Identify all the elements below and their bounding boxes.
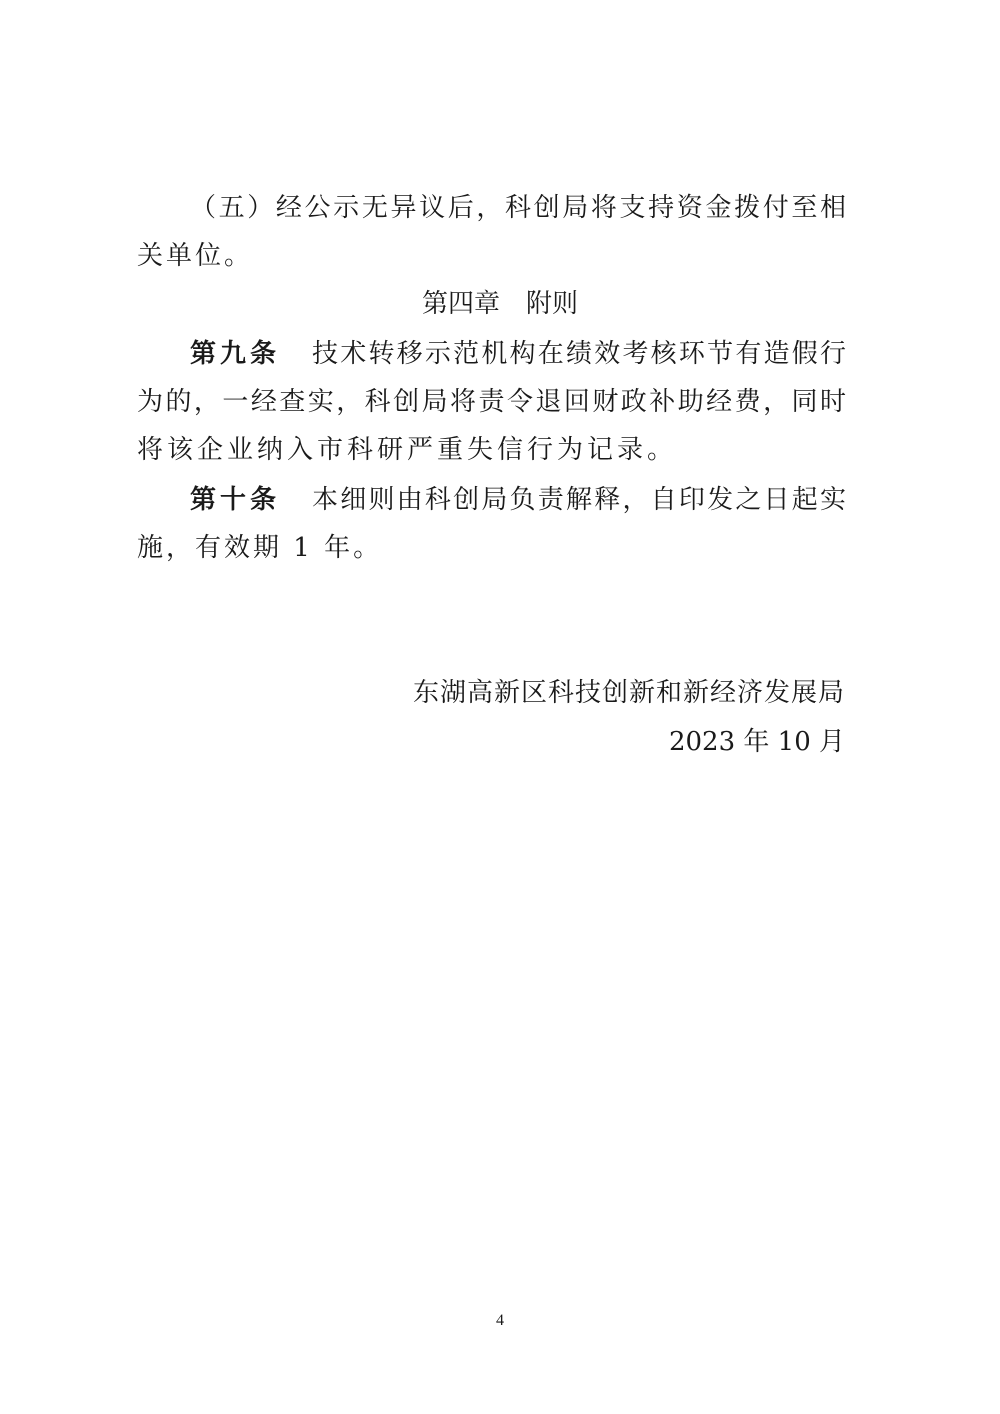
article-9-line-3: 将该企业纳入市科研严重失信行为记录。 <box>137 435 678 465</box>
article-10-line-1 <box>190 482 846 518</box>
issue-date: 2023 年 10 月 <box>668 727 845 757</box>
paragraph-5-line-2: 关单位。 <box>137 241 254 271</box>
issuer-signature: 东湖高新区科技创新和新经济发展局 <box>412 678 845 708</box>
article-9-line-2: 为的，一经查实，科创局将责令退回财政补助经费，同时 <box>137 387 846 417</box>
article-9-line-1 <box>190 336 846 372</box>
chapter-heading: 第四章 附则 <box>421 289 578 319</box>
page-number: 4 <box>496 1312 504 1329</box>
article-9-text-1: 技术转移示范机构在绩效考核环节有造假行 <box>312 339 846 369</box>
article-10-line-2: 施，有效期 1 年。 <box>137 533 383 563</box>
article-9-label: 第九条 <box>190 339 281 369</box>
article-10-label: 第十条 <box>190 485 281 515</box>
paragraph-5-line-1: （五）经公示无异议后，科创局将支持资金拨付至相 <box>190 193 846 223</box>
article-10-text-1: 本细则由科创局负责解释，自印发之日起实 <box>312 485 846 515</box>
